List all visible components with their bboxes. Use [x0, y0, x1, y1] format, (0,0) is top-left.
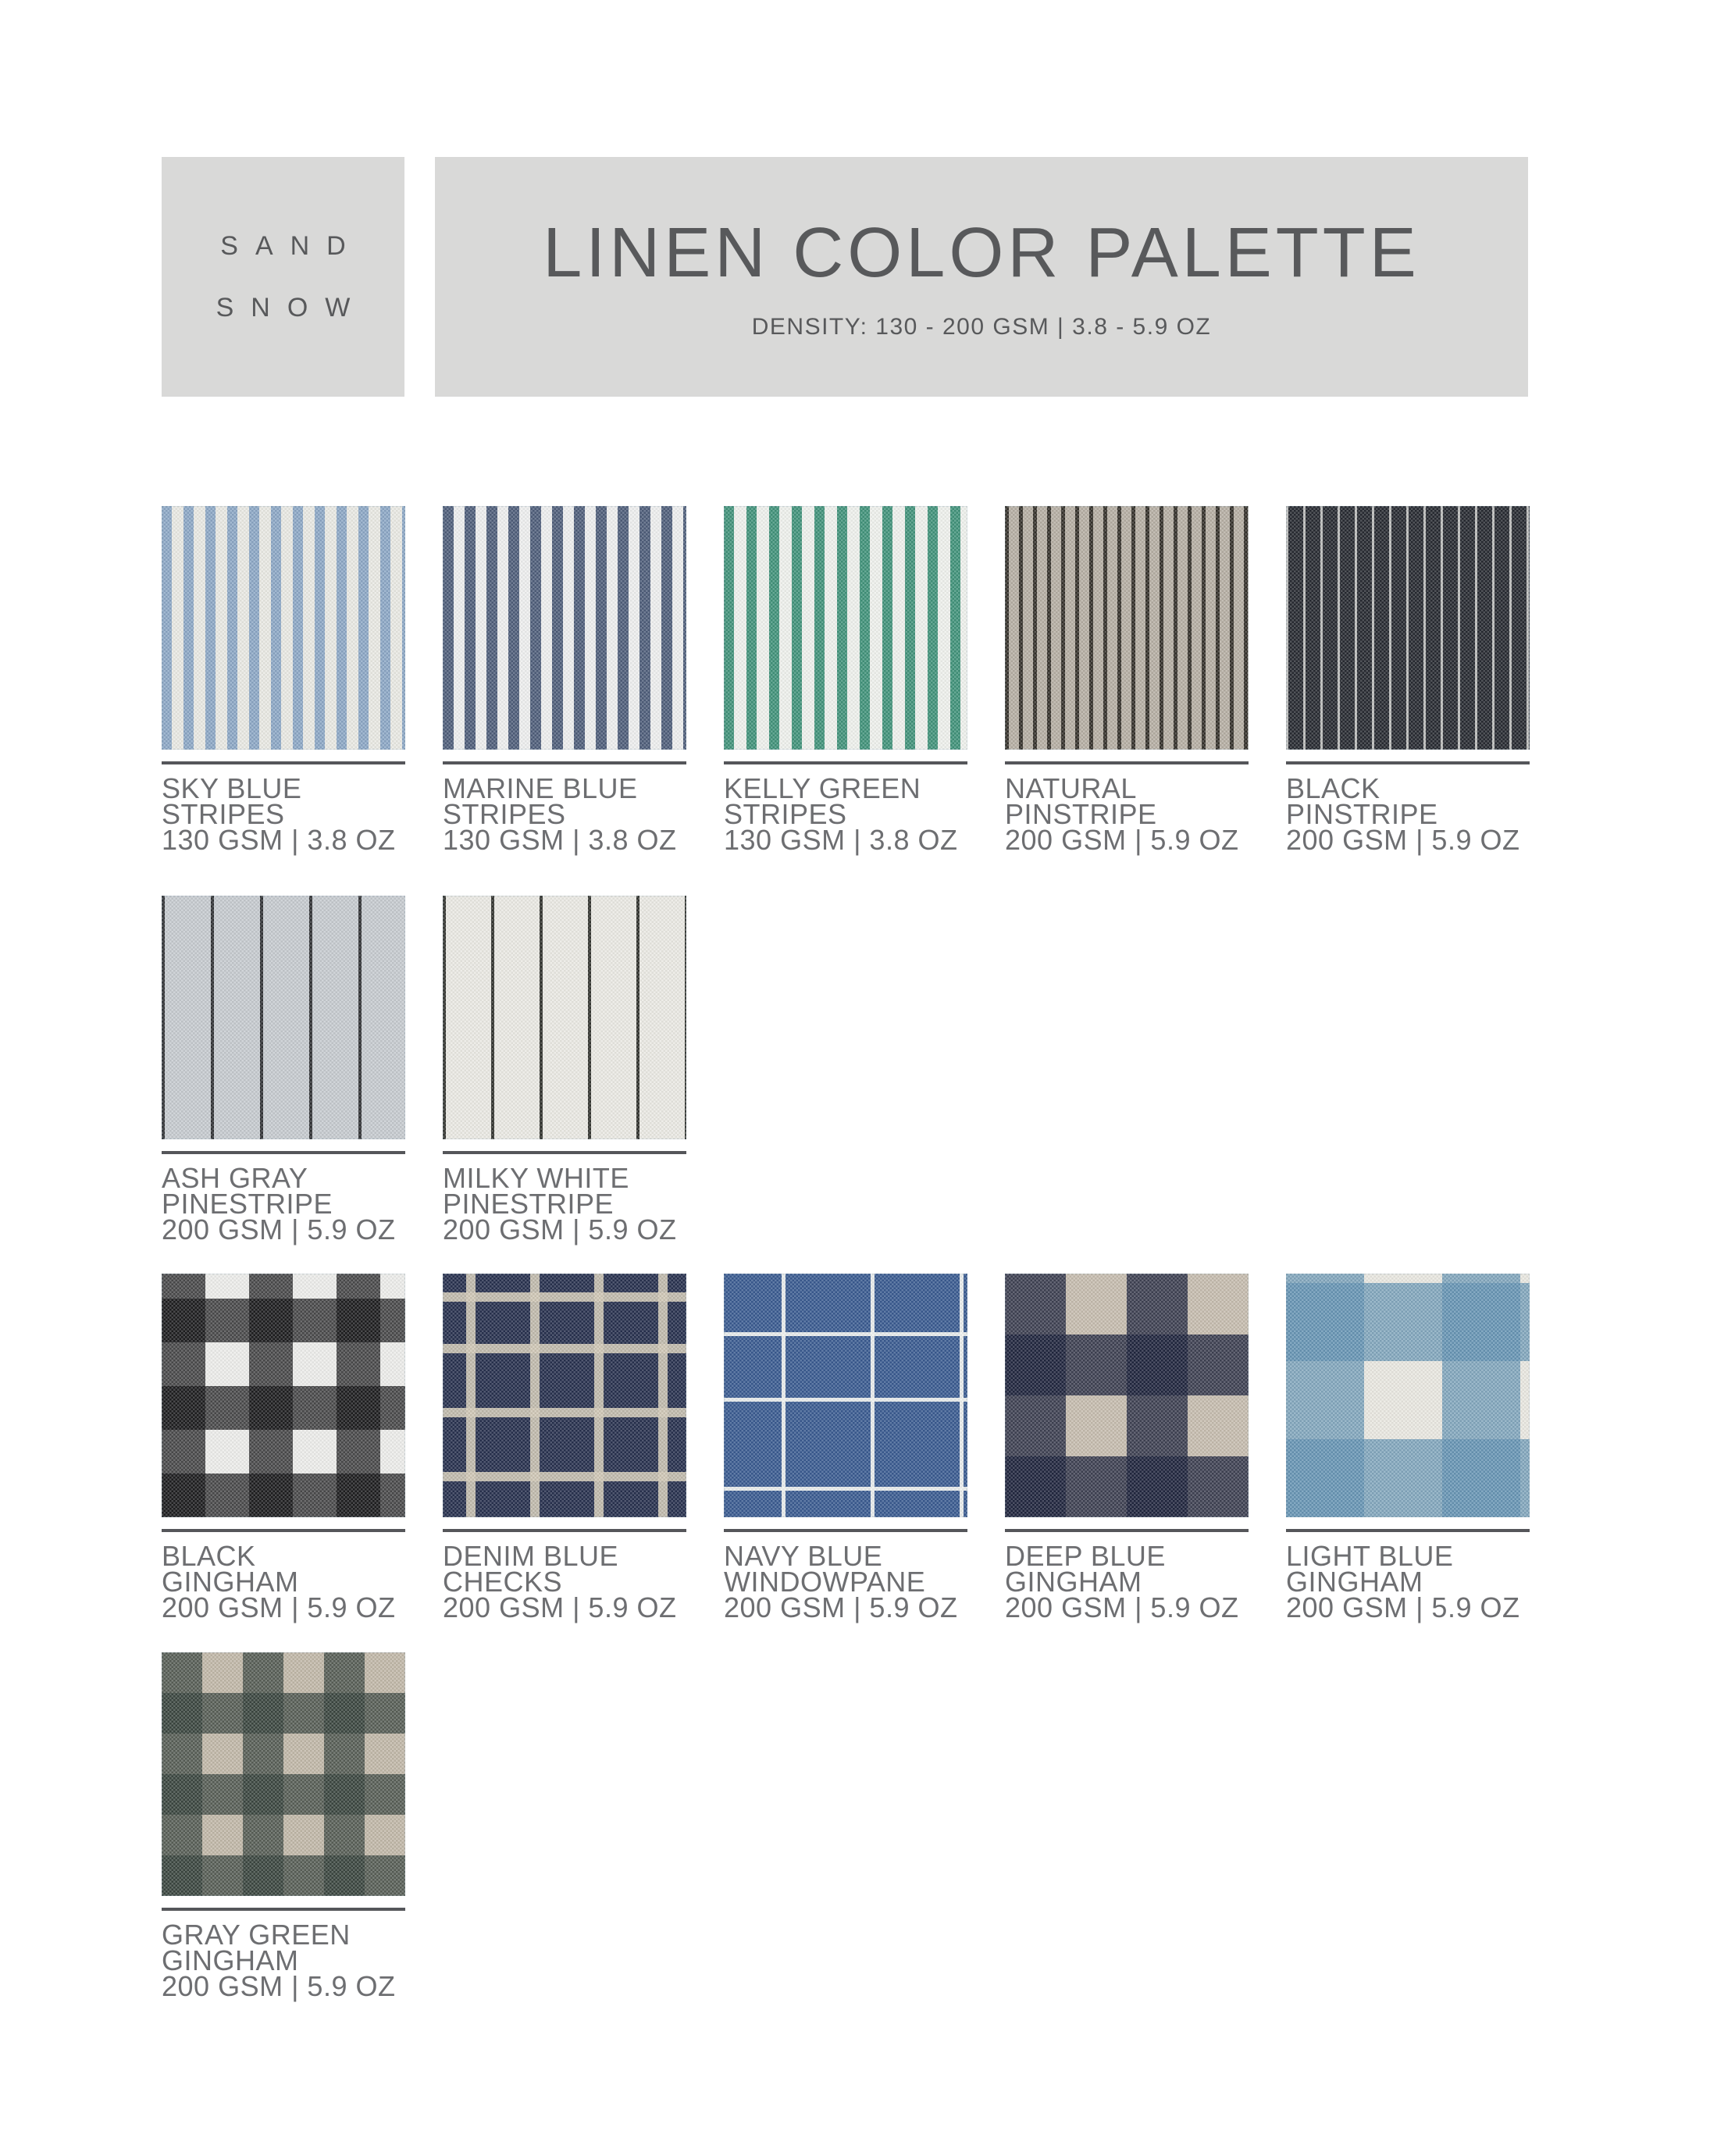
swatch-name-line1: DEEP BLUE — [1005, 1540, 1166, 1572]
swatch-card — [1286, 1274, 1530, 1623]
swatch-name-line2: GINGHAM — [1286, 1566, 1423, 1598]
swatch-spec: 200 GSM | 5.9 OZ — [443, 1591, 677, 1623]
label-divider — [443, 761, 686, 764]
swatch-spec: 200 GSM | 5.9 OZ — [443, 1213, 677, 1245]
fabric-swatch-image — [443, 896, 686, 1139]
swatch-card — [443, 1274, 686, 1623]
swatch-card — [162, 1274, 405, 1623]
fabric-swatch-image — [443, 1274, 686, 1517]
fabric-swatch-image — [724, 1274, 967, 1517]
swatch-row — [162, 1652, 1530, 2002]
swatch-name-line2: PINESTRIPE — [443, 1188, 615, 1220]
label-divider — [162, 1908, 405, 1911]
fabric-swatch-image — [724, 506, 967, 750]
swatch-name-line1: SKY BLUE — [162, 772, 302, 804]
fabric-swatch-image — [162, 506, 405, 750]
label-divider — [162, 1151, 405, 1154]
fabric-swatch-image — [162, 896, 405, 1139]
swatch-row — [162, 896, 1530, 1245]
brand-line-1: SAND — [220, 230, 363, 261]
swatch-name-line2: PINSTRIPE — [1005, 798, 1157, 830]
swatch-name-line1: KELLY GREEN — [724, 772, 921, 804]
swatch-name-line2: GINGHAM — [162, 1566, 299, 1598]
swatch-name-line2: GINGHAM — [1005, 1566, 1142, 1598]
label-divider — [1005, 761, 1249, 764]
swatch-name-line1: GRAY GREEN — [162, 1919, 351, 1951]
fabric-swatch-image — [1286, 1274, 1530, 1517]
fabric-swatch-image — [1286, 506, 1530, 750]
swatch-name-line2: PINSTRIPE — [1286, 798, 1438, 830]
label-divider — [162, 761, 405, 764]
swatch-spec: 130 GSM | 3.8 OZ — [162, 824, 396, 856]
label-divider — [1286, 761, 1530, 764]
swatch-row — [162, 1274, 1530, 1623]
swatch-card — [443, 506, 686, 856]
swatch-name-line2: STRIPES — [162, 798, 285, 830]
label-divider — [443, 1151, 686, 1154]
swatch-spec: 200 GSM | 5.9 OZ — [162, 1591, 396, 1623]
label-divider — [162, 1529, 405, 1532]
swatch-name-line1: LIGHT BLUE — [1286, 1540, 1454, 1572]
swatch-name-line2: STRIPES — [443, 798, 566, 830]
swatch-card — [1005, 1274, 1249, 1623]
fabric-swatch-image — [1005, 1274, 1249, 1517]
swatch-name-line1: MARINE BLUE — [443, 772, 638, 804]
swatch-name-line1: DENIM BLUE — [443, 1540, 619, 1572]
swatch-spec: 200 GSM | 5.9 OZ — [1005, 824, 1239, 856]
swatch-card — [162, 896, 405, 1245]
swatch-name-line1: MILKY WHITE — [443, 1162, 629, 1194]
swatch-name-line1: BLACK — [1286, 772, 1380, 804]
swatch-name-line2: WINDOWPANE — [724, 1566, 926, 1598]
label-divider — [443, 1529, 686, 1532]
swatch-spec: 200 GSM | 5.9 OZ — [1286, 1591, 1520, 1623]
swatch-name-line1: NATURAL — [1005, 772, 1137, 804]
swatch-spec: 200 GSM | 5.9 OZ — [162, 1213, 396, 1245]
swatch-card — [1286, 506, 1530, 856]
swatch-name-line2: GINGHAM — [162, 1944, 299, 1976]
fabric-swatch-image — [162, 1274, 405, 1517]
swatch-card — [724, 1274, 967, 1623]
swatch-card — [443, 896, 686, 1245]
swatch-name-line1: NAVY BLUE — [724, 1540, 883, 1572]
swatch-spec: 130 GSM | 3.8 OZ — [443, 824, 677, 856]
swatch-card — [162, 506, 405, 856]
fabric-swatch-image — [162, 1652, 405, 1896]
swatch-card — [724, 506, 967, 856]
swatch-spec: 200 GSM | 5.9 OZ — [162, 1970, 396, 2002]
swatch-card — [162, 1652, 405, 2002]
brand-line-2: SNOW — [216, 292, 368, 323]
swatch-name-line2: CHECKS — [443, 1566, 563, 1598]
density-subtitle: DENSITY: 130 - 200 GSM | 3.8 - 5.9 OZ — [751, 314, 1212, 340]
swatch-spec: 200 GSM | 5.9 OZ — [1286, 824, 1520, 856]
swatch-spec: 200 GSM | 5.9 OZ — [1005, 1591, 1239, 1623]
swatch-name-line2: PINESTRIPE — [162, 1188, 333, 1220]
fabric-swatch-image — [443, 506, 686, 750]
swatch-spec: 200 GSM | 5.9 OZ — [724, 1591, 958, 1623]
label-divider — [1286, 1529, 1530, 1532]
swatch-name-line1: BLACK — [162, 1540, 256, 1572]
fabric-swatch-image — [1005, 506, 1249, 750]
label-divider — [1005, 1529, 1249, 1532]
swatch-row — [162, 506, 1530, 856]
swatch-name-line2: STRIPES — [724, 798, 847, 830]
swatch-name-line1: ASH GRAY — [162, 1162, 308, 1194]
label-divider — [724, 761, 967, 764]
label-divider — [724, 1529, 967, 1532]
swatch-spec: 130 GSM | 3.8 OZ — [724, 824, 958, 856]
swatch-card — [1005, 506, 1249, 856]
page-title: LINEN COLOR PALETTE — [543, 214, 1420, 292]
